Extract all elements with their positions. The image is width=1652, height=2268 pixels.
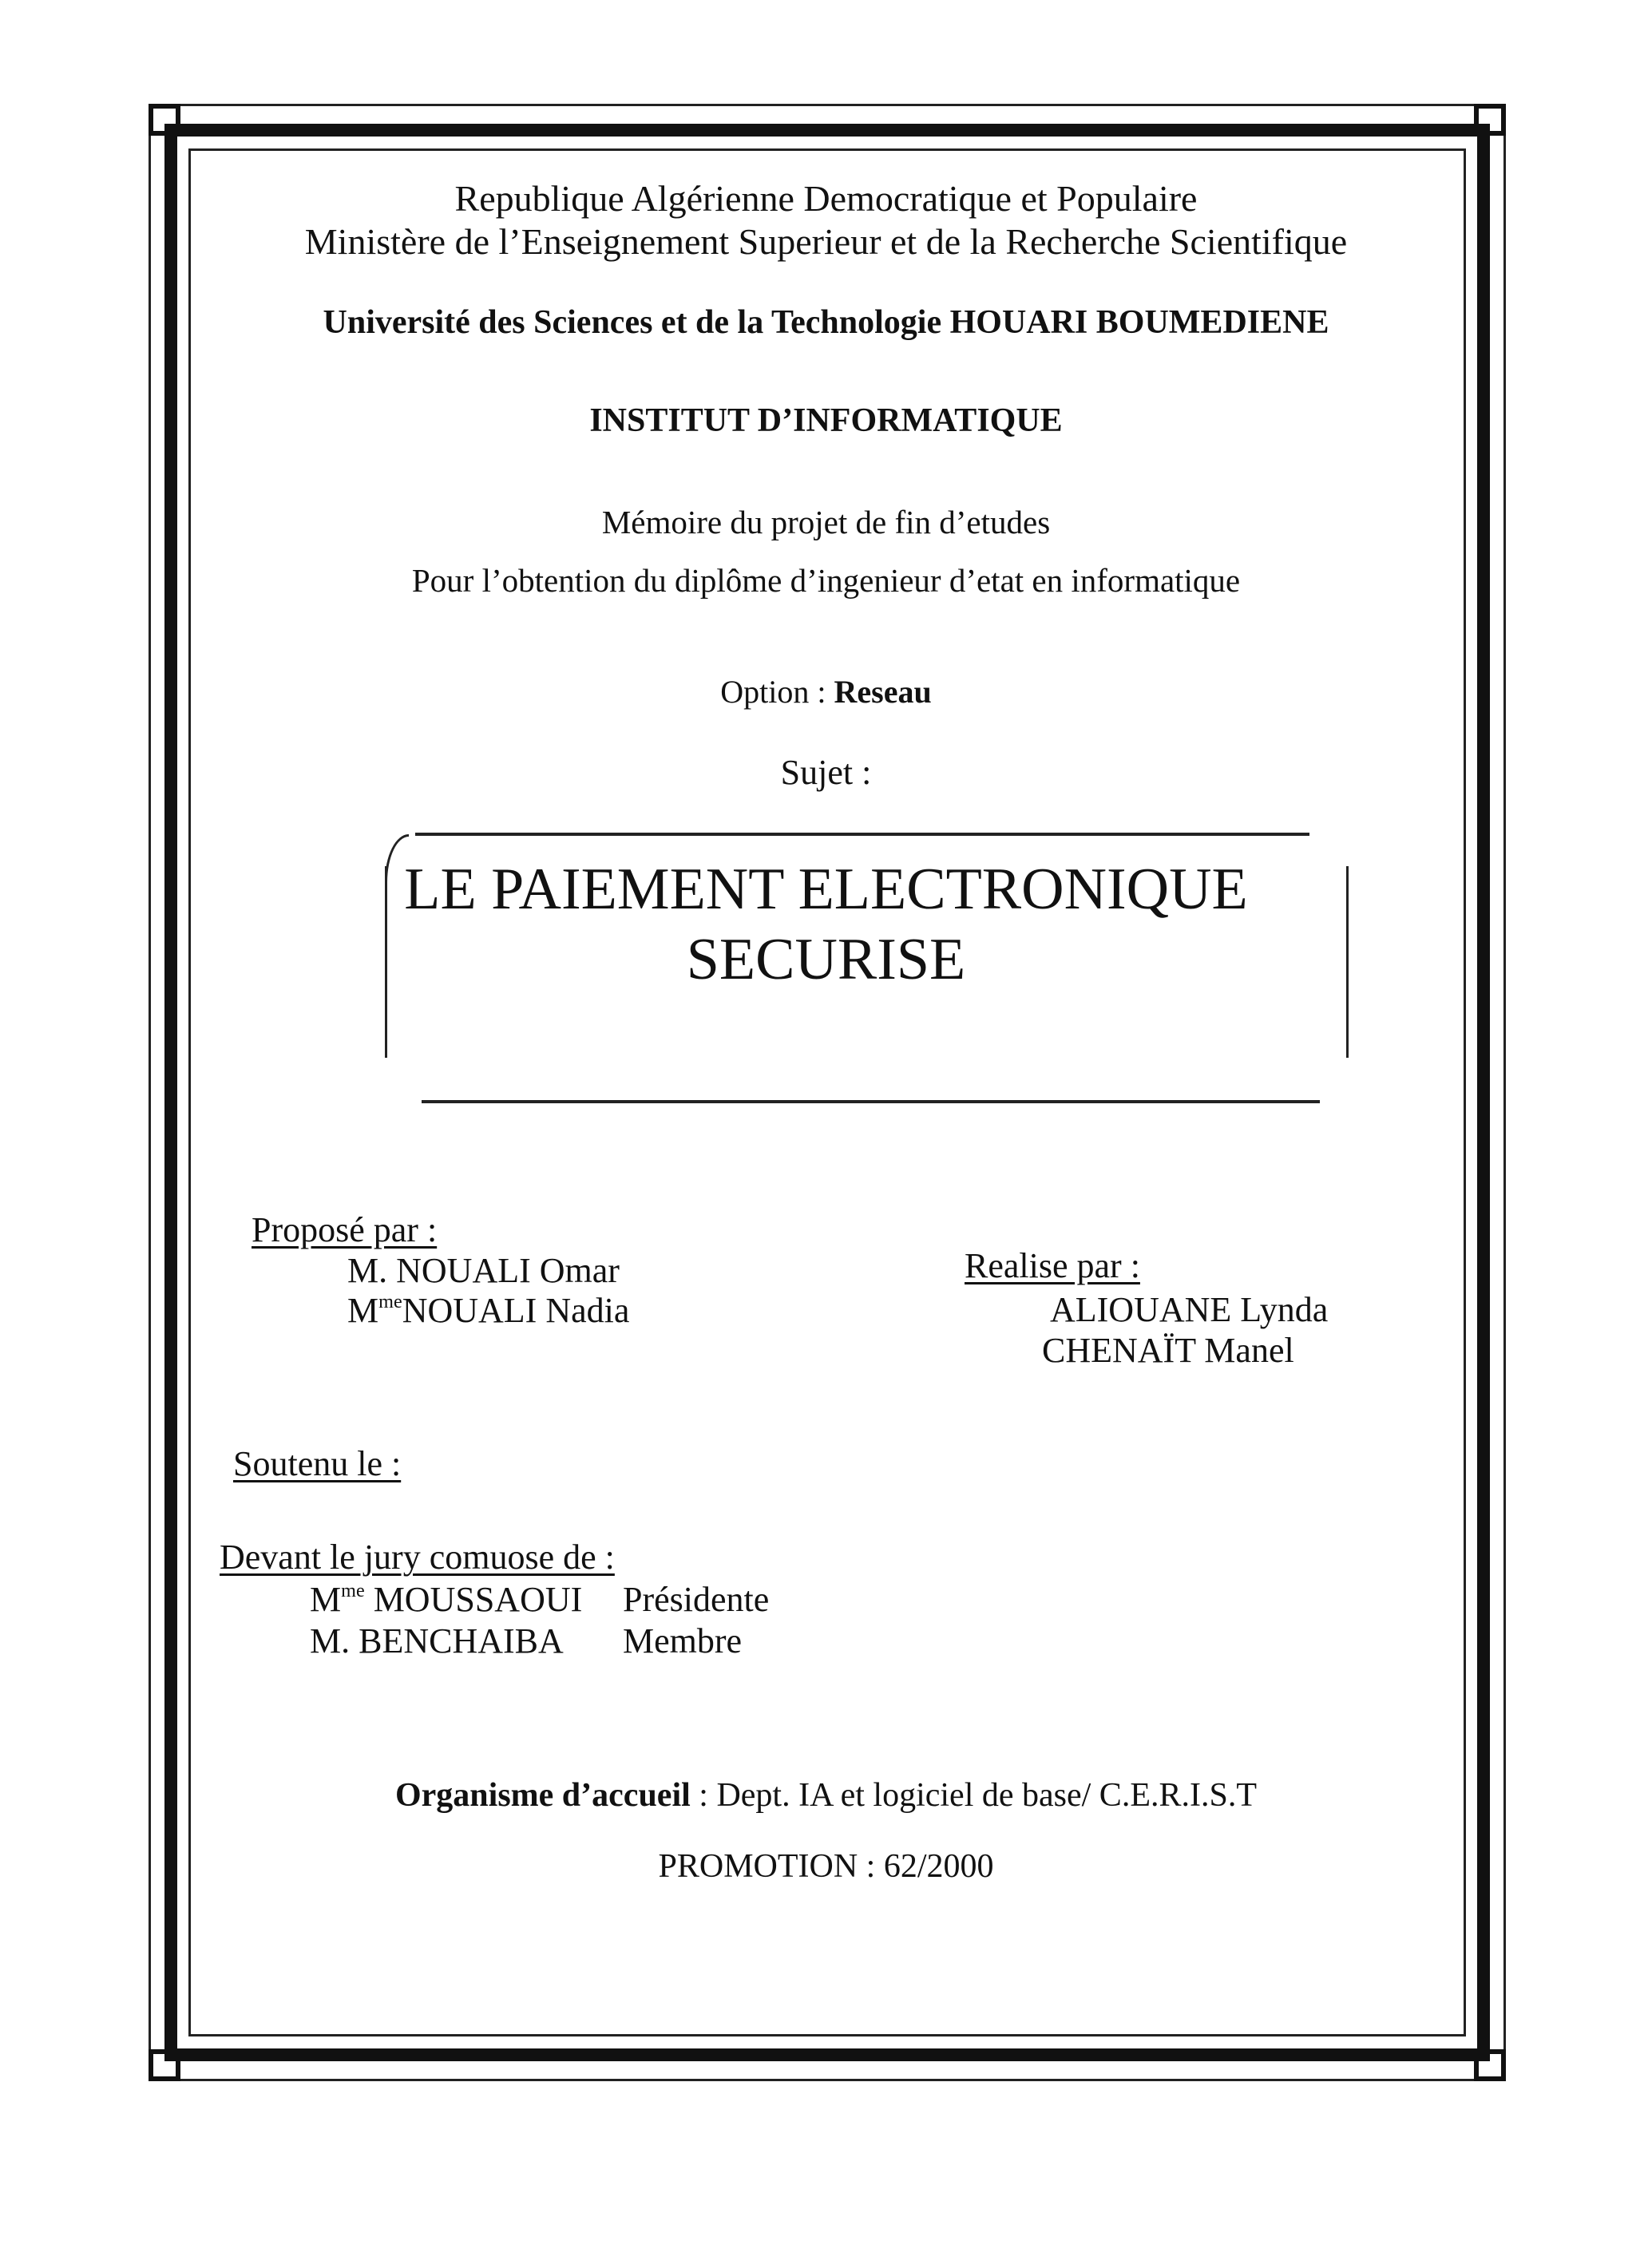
memoire-line: Mémoire du projet de fin d’etudes [601, 504, 1051, 540]
propose-person-2: $M^{me}NOUALI$ Nadia [347, 1290, 630, 1330]
option-label: Option : [720, 674, 826, 710]
institute-line: INSTITUT D’INFORMATIQUE [589, 402, 1063, 439]
organisme-value: : Dept. IA et logiciel de base/ C.E.R.I.S.T [699, 1777, 1257, 1814]
jury-member-1: $M^{me}$ MOUSSAOUI [310, 1579, 583, 1619]
university-line: Université des Sciences et de la Technologie HOUARI BOUMEDIENE [323, 304, 1329, 341]
republic-line: Republique Algérienne Democratique et Populaire [454, 178, 1198, 219]
soutenu-label: Soutenu le : [233, 1444, 402, 1483]
sujet-label: Sujet : [780, 753, 872, 792]
organisme-label: Organisme d’accueil [395, 1777, 691, 1814]
ministry-line: Ministère de l’Enseignement Superieur et de la Recherche Scientifique [304, 221, 1348, 262]
organisme-line [0, 1776, 1652, 1815]
jury-member-2: M. BENCHAIBA [310, 1621, 564, 1660]
realise-label: Realise par : [965, 1246, 1140, 1285]
option-line [0, 673, 1652, 710]
diploma-line: Pour l’obtention du diplôme d’ingenieur d’etat en informatique [411, 562, 1241, 599]
propose-person-1: M. NOUALI Omar [347, 1251, 620, 1290]
propose-label: Proposé par : [252, 1210, 438, 1249]
jury-role-2: Membre [623, 1621, 743, 1660]
title-line1: LE PAIEMENT ELECTRONIQUE [404, 857, 1248, 922]
jury-role-1: Présidente [623, 1580, 770, 1619]
jury-label: Devant le jury comuose de : [220, 1538, 615, 1577]
realise-person-2: CHENAÏT Manel [1042, 1331, 1294, 1370]
promotion-line: PROMOTION : 62/2000 [658, 1848, 994, 1885]
realise-person-1: ALIOUANE Lynda [1050, 1290, 1329, 1329]
title-line2: SECURISE [686, 927, 966, 992]
option-value: Reseau [834, 674, 932, 710]
